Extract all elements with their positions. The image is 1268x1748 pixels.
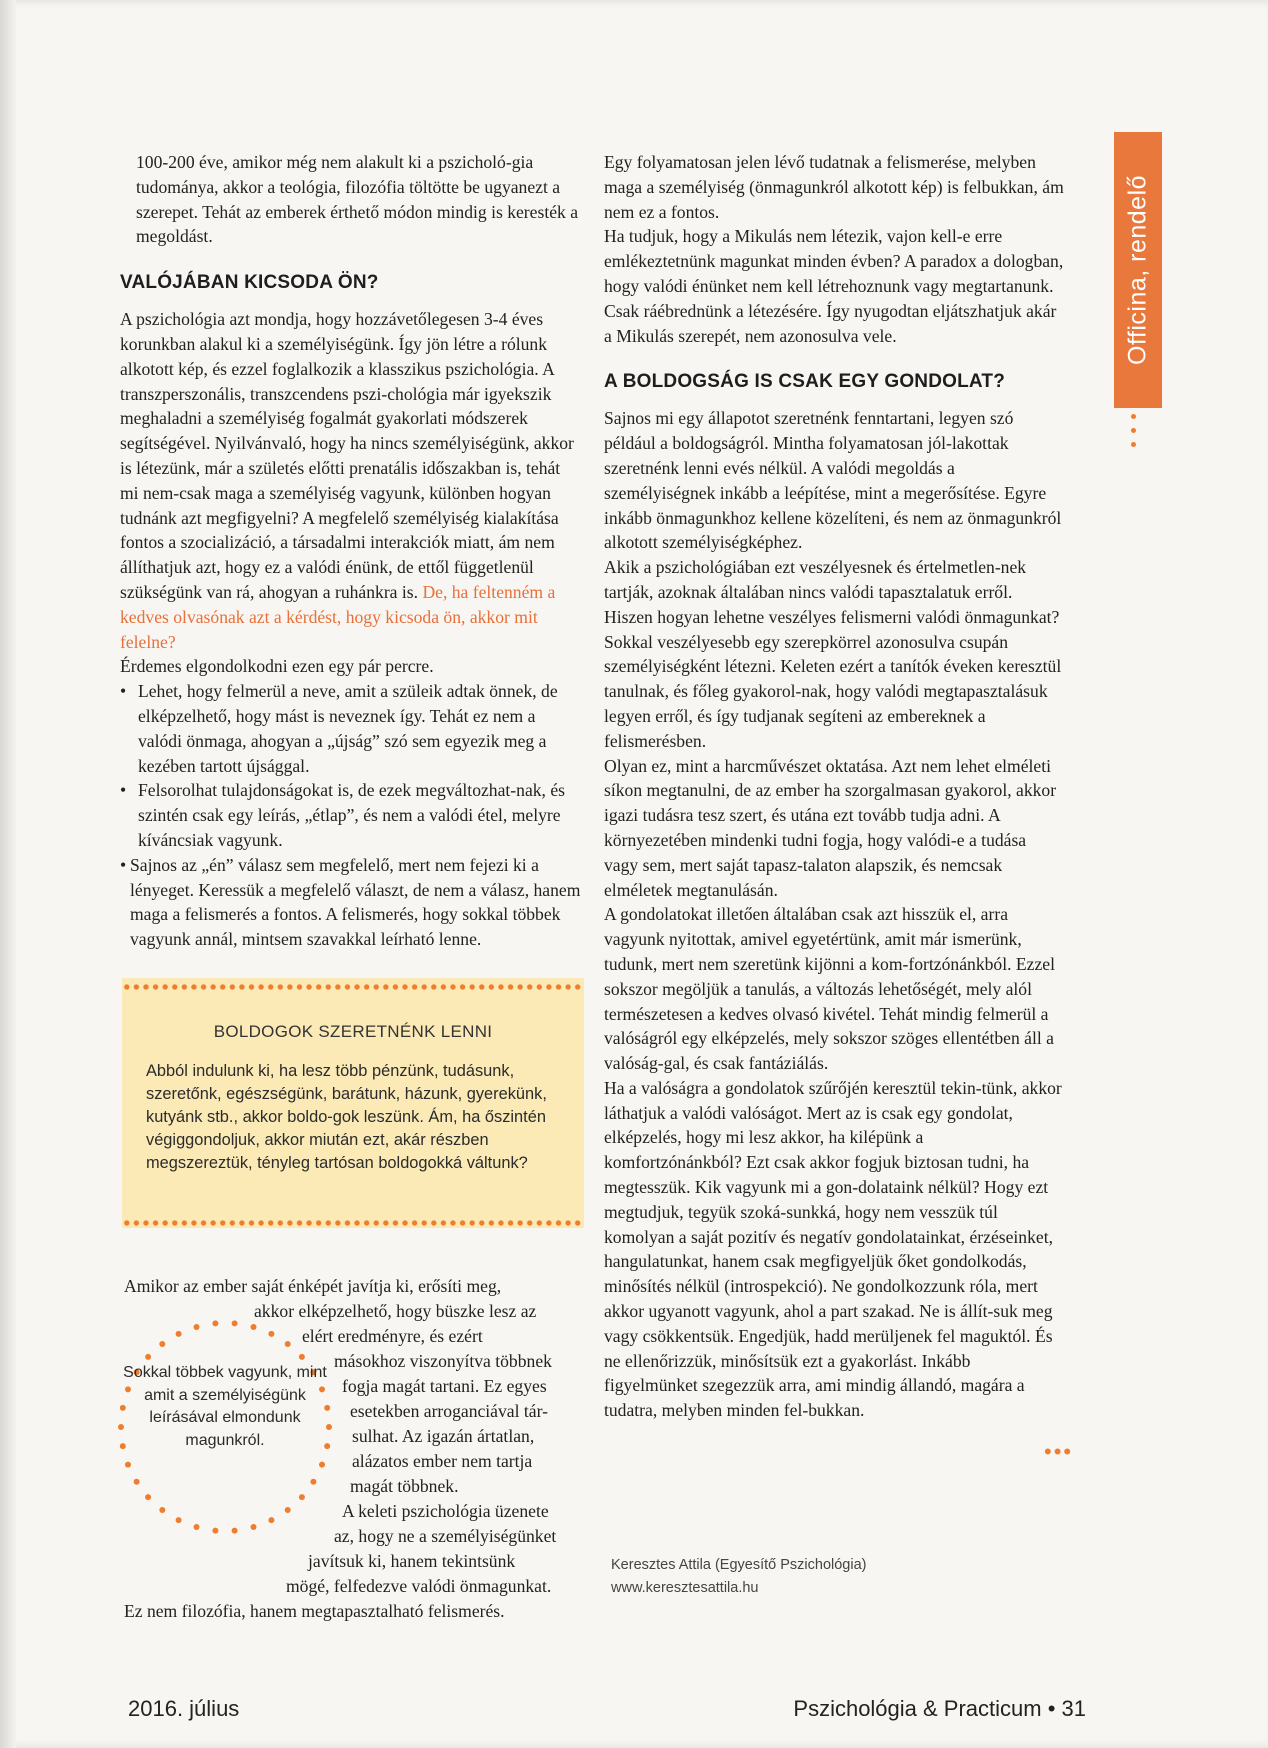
closing-line-8: alázatos ember nem tartja — [352, 1451, 533, 1471]
closing-line-5: fogja magát tartani. Ez egyes — [342, 1376, 547, 1396]
circle-dot — [319, 1462, 325, 1468]
dots-divider-bottom — [122, 1218, 584, 1228]
closing-line-12: javítsuk ki, hanem tekintsünk — [308, 1551, 516, 1571]
paragraph-dangerous: Akik a pszichológiában ezt veszélyesnek és értelmetlen-nek tartják, azoknak általában nincs valódi tapasztalatuk erről. Hiszen hogyan lehetne veszélyes felismerni valódi önmagunkat? Sokkal veszélyesebb egy szerepkörrel azonosulva csupán személyiségként létezni. Keleten ezért a tanítók éveken keresztül tanulnak, és főleg gyakorol-nak, hogy valódi megtapasztalásuk legyen erről, és így tudjanak segíteni az embereknek a felismerésben. — [604, 557, 1062, 751]
circle-dot — [145, 1354, 151, 1360]
circle-dot — [125, 1462, 131, 1468]
closing-line-13: mögé, felfedezve valódi önmagunkat. — [286, 1576, 552, 1596]
circle-dot — [159, 1507, 165, 1513]
paragraph-state: Sajnos mi egy állapotot szeretnénk fenntartani, legyen szó például a boldogságról. Mintha folyamatosan jól-lakottak szeretnénk lenni evés nélkül. A valódi megoldás a személyiségnek inkább a leépítése, mint a megerősítése. Egyre inkább önmagunkhoz kellene közelíteni, és nem az önmagunkról alkotott személyiségképhez. — [604, 408, 1062, 553]
circle-dot — [251, 1324, 257, 1330]
bullet-list — [120, 679, 582, 952]
closing-line-11: az, hogy ne a személyiségünket — [334, 1526, 557, 1546]
paragraph-awareness: Egy folyamatosan jelen lévő tudatnak a felismerése, melyben maga a személyiség (önmagunkról alkotott kép) is felbukkan, ám nem ez a fontos. — [604, 152, 1064, 222]
paragraph-think: Érdemes elgondolkodni ezen egy pár percre. — [120, 656, 434, 677]
circle-dot — [176, 1331, 182, 1337]
circle-dot — [299, 1494, 305, 1500]
closing-line-2: akkor elképzelhető, hogy büszke lesz az — [254, 1301, 537, 1321]
author-name: Keresztes Attila (Egyesítő Pszichológia) — [611, 1557, 867, 1573]
circle-dot — [285, 1507, 291, 1513]
circle-dot — [176, 1517, 182, 1523]
highlight-question: De, ha feltenném a kedves olvasónak azt a kérdést, hogy kicsoda ön, akkor mit felelne? — [120, 581, 556, 652]
circle-dot — [134, 1479, 140, 1485]
sidebar-text: Abból indulunk ki, ha lesz több pénzünk, tudásunk, szeretőnk, egészségünk, barátunk, házunk, gyerekünk, kutyánk stb., akkor boldo-gok leszünk. Ám, ha őszintén végiggondoljuk, akkor miután ezt, akár részben megszereztük, tényleg tartósan boldogokká váltunk? — [146, 1062, 547, 1172]
closing-line-6: esetekben arroganciával tár- — [350, 1401, 548, 1421]
heading-happiness: A BOLDOGSÁG IS CSAK EGY GONDOLAT? — [604, 371, 1006, 393]
heading-who-are-you: VALÓJÁBAN KICSODA ÖN? — [120, 272, 379, 294]
circle-dot — [310, 1479, 316, 1485]
closing-line-9: magát többnek. — [350, 1476, 459, 1496]
closing-line-10: A keleti pszichológia üzenete — [342, 1501, 549, 1521]
section-side-tab-label: Officina, rendelő — [1123, 174, 1152, 366]
circle-dot — [159, 1341, 165, 1347]
paragraph-thoughts: A gondolatokat illetően általában csak azt hisszük el, arra vagyunk nyitottak, amivel egyetértünk, amit már ismerünk, tudunk, mert nem szeretünk kijönni a kom-fortzónánkból. Ezzel sokszor megöljük a tanulás, a változás lehetőségét, mely alól természetesen a kedves olvasó kivétel. Tehát mindig felmerül a valóságról egy elképzelés, mely sokszor szöges ellentétben áll a valóság-gal, és csak fantáziálás. — [604, 904, 1055, 1074]
bullet-name: • Lehet, hogy felmerül a neve, amit a szüleik adtak önnek, de elképzelhető, hogy mást is neveznek így. Tehát ez nem a valódi önmaga, ahogyan a „újság” szó sem egyezik meg a kezében tartott újsággal. — [120, 679, 582, 778]
closing-line-7: sulhat. Az igazán ártatlan, — [352, 1426, 535, 1446]
footer-magazine-page: Pszichológia & Practicum • 31 — [793, 1696, 1086, 1721]
circle-dot — [212, 1528, 218, 1534]
author-credit — [611, 1554, 866, 1600]
right-column — [604, 150, 1064, 1423]
intro-paragraph: 100-200 éve, amikor még nem alakult ki a pszicholó-gia tudománya, akkor a teológia, filozófia töltötte be ugyanezt a szerepet. Tehát az emberek érthető módon mindig is keresték a megoldást. — [136, 152, 579, 247]
closing-line-4: másokhoz viszonyítva többnek — [334, 1351, 552, 1371]
paragraph-personality-text: A pszichológia azt mondja, hogy hozzávetőlegesen 3-4 éves korunkban alakul ki a személyiségünk. Így jön létre a rólunk alkotott kép, és ezzel foglalkozik a klasszikus pszichológia. A transzperszonális, transzcendens pszi-chológia már igyekszik meghaladni a személyiség fogalmát gyakorlati módszerek segítségével. Nyilvánvaló, hogy ha nincs személyiségünk, akkor is létezünk, már a születés előtti prenatális időszakban is, tehát mi nem-csak maga a személyiség vagyunk, különben hogyan tudnánk azt megfigyelni? A megfelelő személyiség kialakítása fontos a szocializáció, a társadalmi interakciók miatt, ám nem állíthatjuk azt, hogy ez a valódi énünk, de ettől függetlenül szükségünk van rá, ahogyan a ruhánkra is. — [120, 309, 574, 602]
left-column — [120, 150, 582, 952]
closing-line-14: Ez nem filozófia, hanem megtapasztalható felismerés. — [124, 1601, 505, 1621]
page-gutter — [0, 0, 16, 1748]
dots-divider-top — [122, 982, 584, 992]
end-mark-dots: ••• — [1044, 1439, 1074, 1464]
circle-dot — [251, 1524, 257, 1530]
bullet-self: • Sajnos az „én” válasz sem megfelelő, mert nem fejezi ki a lényeget. Keressük a megfelelő választ, de nem a válasz, hanem maga a felismerés a fontos. A felismerés, hogy sokkal többek vagyunk annál, mintsem szavakkal leírható lenne. — [120, 853, 582, 952]
paragraph-martial-arts: Olyan ez, mint a harcművészet oktatása. Azt nem lehet elméleti síkon megtanulni, de az ember ha szorgalmasan gyakorol, akkor igazi tudásra tesz szert, és utána ezt tovább tudja adni. A környezetében mindenki tudni fogja, hogy valódi-e a tudása vagy sem, mert saját tapasz-talaton alapszik, és nemcsak elméletek megtanulásán. — [604, 755, 1057, 900]
circle-dot — [232, 1528, 238, 1534]
author-website[interactable]: www.keresztesattila.hu — [611, 1580, 759, 1596]
paragraph-reality: Ha a valóságra a gondolatok szűrőjén keresztül tekin-tünk, akkor láthatjuk a valódi valóságot. Mert az is csak egy gondolat, elképzelés, hogy mi lesz akkor, ha kilépünk a komfortzónánkból? Ezt csak akkor fogjuk biztosan tudni, ha megtesszük. Kik vagyunk mi a gon-dolataink nélkül? Hogy ezt megtudjuk, tegyük szoká-sunkká, hogy nem vesszük túl komolyan a saját pozitív és negatív gondolatainkat, érzéseinket, hangulatunkat, hanem csak megfigyeljük őket gondolkodás, minősítés nélkül (introspekció). Ne gondolkozzunk róla, mert akkor ugyanott vagyunk, ahol a part szakad. Ne is állít-suk meg vagy csökkentsük. Engedjük, hadd merüljenek fel maguktól. És ne ellenőrizzük, minősítsük ezt a gyakorlást. Inkább figyelmünket szegezzük arra, ami mindig állandó, magára a tudatra, melyben minden fel-bukkan. — [604, 1077, 1062, 1421]
circle-dot — [194, 1524, 200, 1530]
closing-line-3: elért eredményre, és ezért — [302, 1326, 483, 1346]
sidebar-title: BOLDOGOK SZERETNÉNK LENNI — [213, 1022, 493, 1041]
paragraph-santa: Ha tudjuk, hogy a Mikulás nem létezik, vajon kell-e erre emlékeztetnünk magunkat minden évben? A paradox a dologban, hogy valódi énünket nem kell létrehoznunk vagy megtartanunk. Csak ráébrednünk a létezésére. Így nyugodtan eljátszhatjuk akár a Mikulás szerepét, nem azonosulva vele. — [604, 226, 1064, 346]
bullet-traits: • Felsorolhat tulajdonságokat is, de ezek megváltozhat-nak, és szintén csak egy leírás, „étlap”, és nem a valódi étel, melyre kíváncsiak vagyunk. — [120, 778, 582, 852]
circle-dot — [268, 1331, 274, 1337]
footer-date: 2016. július — [128, 1696, 240, 1721]
circle-dot — [145, 1494, 151, 1500]
circle-dot — [285, 1341, 291, 1347]
circle-dot — [212, 1320, 218, 1326]
circle-dot — [194, 1324, 200, 1330]
section-side-tab — [1114, 132, 1162, 408]
side-tab-dots — [1130, 414, 1138, 474]
pull-quote: Sokkal többek vagyunk, mint amit a személyiségünk leírásával elmondunk magunkról. — [123, 1364, 327, 1449]
circle-dot — [232, 1320, 238, 1326]
circle-dot — [299, 1354, 305, 1360]
circle-dot — [268, 1517, 274, 1523]
paragraph-personality — [120, 307, 582, 654]
closing-line-1: Amikor az ember saját énképét javítja ki, erősíti meg, — [124, 1276, 502, 1296]
